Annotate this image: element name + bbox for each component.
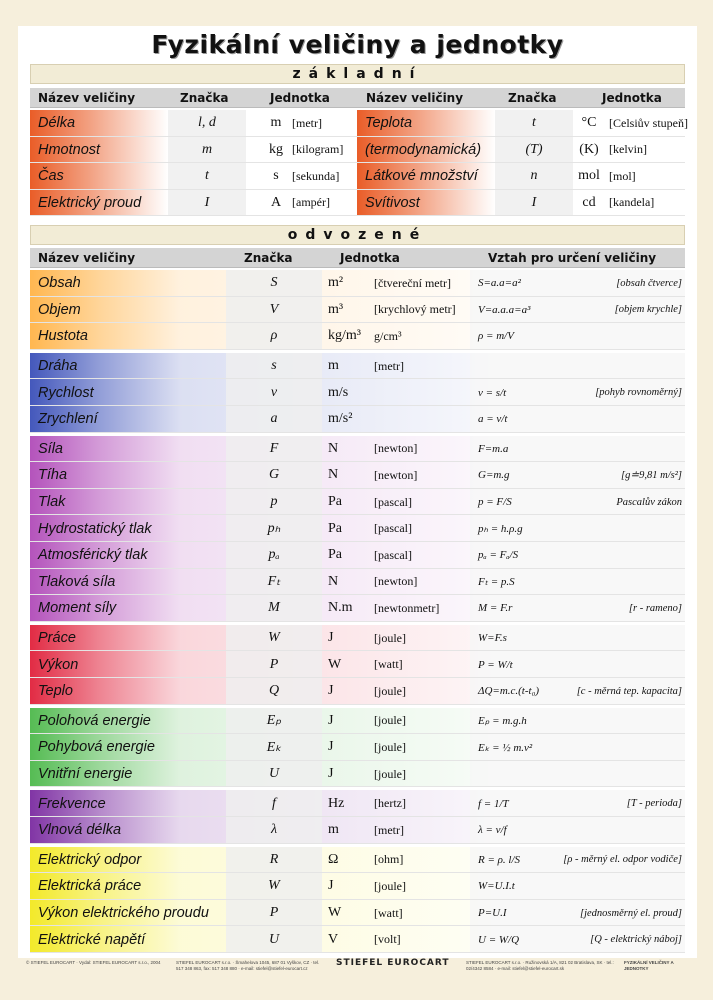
derived-note [560, 651, 682, 678]
derived-symbol: G [268, 467, 280, 483]
derived-row [30, 708, 685, 735]
row-divider [357, 215, 685, 216]
derived-unit-name: [newton] [374, 574, 418, 589]
derived-note [560, 761, 682, 788]
derived-unit: m [328, 822, 339, 838]
derived-unit: J [328, 739, 334, 755]
basic-unit-name: [ampér] [292, 195, 330, 210]
derived-relation: ΔQ=m.c.(t-t₀) [478, 685, 540, 698]
derived-unit-name: [hertz] [374, 796, 406, 811]
derived-row [30, 926, 685, 953]
derived-row [30, 569, 685, 596]
basic-symbol: m [201, 141, 213, 157]
derived-name: Polohová energie [38, 712, 151, 729]
derived-symbol: W [268, 630, 280, 646]
row-divider [30, 215, 357, 216]
derived-symbol: p [270, 494, 278, 510]
basic-header-name-left: Název veličiny [38, 91, 136, 105]
derived-relation: F=m.a [478, 442, 509, 455]
derived-unit: Ω [328, 851, 339, 867]
derived-unit: V [328, 931, 339, 947]
derived-name: Tlak [38, 494, 66, 511]
derived-name: Tíha [38, 467, 68, 484]
derived-header-relation: Vztah pro určení veličiny [488, 251, 657, 265]
basic-name: (termodynamická) [365, 141, 482, 158]
derived-unit-name: [watt] [374, 905, 403, 920]
derived-symbol: U [268, 766, 280, 782]
derived-note: [pohyb rovnoměrný] [595, 387, 682, 399]
basic-row [30, 190, 357, 217]
derived-header-symbol: Značka [244, 251, 293, 265]
basic-row [357, 110, 688, 137]
derived-relation: G=m.g [478, 469, 510, 482]
derived-unit-name: [krychlový metr] [374, 302, 456, 317]
basic-unit-name: [sekunda] [292, 168, 340, 183]
derived-note: [g≐9,81 m/s²] [621, 470, 682, 482]
derived-symbol: Eₚ [266, 713, 282, 729]
derived-unit: J [328, 878, 334, 894]
derived-relation: W=U.I.t [478, 880, 515, 893]
derived-unit-name: [joule] [374, 713, 406, 728]
derived-symbol: V [269, 301, 279, 317]
derived-name: Práce [38, 630, 76, 647]
derived-unit: J [328, 683, 334, 699]
derived-unit: m/s² [328, 411, 353, 427]
derived-relation: P = W/t [478, 658, 513, 671]
poster-sheet [18, 26, 697, 958]
derived-symbol: pₕ [267, 521, 281, 537]
derived-symbol: S [270, 275, 278, 291]
derived-symbol: a [270, 411, 278, 427]
basic-unit: m [270, 115, 282, 131]
basic-row [357, 163, 685, 190]
derived-note [560, 515, 682, 542]
basic-table-header [30, 88, 685, 108]
footer-left: © STIEFEL EUROCART · Vydal: STIEFEL EUROCART s.r.o., 2004 [26, 960, 161, 965]
derived-unit: W [328, 905, 342, 921]
basic-header-symbol-left: Značka [180, 91, 229, 105]
row-divider [30, 621, 685, 622]
basic-unit-name: [kilogram] [292, 142, 344, 157]
derived-relation [478, 761, 568, 788]
derived-unit-name: [newtonmetr] [374, 600, 440, 615]
derived-relation: Fₜ = p.S [478, 576, 515, 589]
derived-name: Hydrostatický tlak [38, 520, 152, 537]
derived-row [30, 542, 685, 569]
derived-row [30, 678, 685, 705]
derived-row [30, 817, 685, 844]
derived-note [560, 569, 682, 596]
section-derived-label: odvozené [30, 225, 685, 245]
derived-symbol: s [271, 358, 277, 374]
basic-symbol: I [204, 194, 210, 210]
derived-unit-name: [ohm] [374, 852, 404, 867]
derived-row [30, 625, 685, 652]
basic-row [30, 137, 357, 164]
derived-name: Elektrické napětí [38, 931, 146, 948]
derived-unit: m² [328, 275, 344, 291]
basic-unit: cd [582, 194, 596, 210]
row-divider [30, 432, 685, 433]
basic-unit: A [270, 194, 282, 210]
derived-row [30, 436, 685, 463]
derived-unit-name: [metr] [374, 358, 404, 373]
basic-row [357, 137, 685, 164]
derived-row [30, 651, 685, 678]
derived-note: [jednosměrný el. proud] [580, 907, 682, 919]
derived-unit: N [328, 467, 339, 483]
basic-symbol: I [531, 194, 537, 210]
derived-unit: m [328, 358, 339, 374]
basic-row [357, 190, 685, 217]
derived-unit: Pa [328, 520, 342, 536]
derived-name: Tlaková síla [38, 573, 116, 590]
derived-unit-name: [joule] [374, 878, 406, 893]
footer-right: STIEFEL EUROCART s.r.o. · Ružinovská 1/A, 821 02 Bratislava, SK · tel.: 02/4342 8584 · e-mail: stiefel@stiefel-eurocart.sk [466, 960, 614, 971]
derived-unit-name: [watt] [374, 657, 403, 672]
derived-unit-name [374, 406, 470, 433]
derived-unit-name: [čtvereční metr] [374, 275, 451, 290]
derived-unit-name: [pascal] [374, 494, 412, 509]
derived-relation: λ = v/f [478, 824, 507, 837]
basic-symbol: (T) [525, 141, 543, 157]
derived-name: Hustota [38, 328, 88, 345]
row-divider [30, 349, 685, 350]
derived-name: Teplo [38, 683, 73, 700]
row-divider [30, 786, 685, 787]
derived-relation: Eₚ = m.g.h [478, 715, 527, 728]
derived-row [30, 515, 685, 542]
derived-name: Atmosférický tlak [38, 547, 148, 564]
publisher-logo: STIEFEL EUROCART [336, 958, 450, 968]
basic-name: Elektrický proud [38, 194, 142, 211]
derived-name: Výkon elektrického proudu [38, 905, 209, 922]
derived-unit-name: [pascal] [374, 521, 412, 536]
derived-row [30, 323, 685, 350]
derived-unit: m/s [328, 384, 349, 400]
derived-unit: J [328, 712, 334, 728]
footer [26, 958, 687, 998]
derived-note: [objem krychle] [614, 304, 682, 316]
derived-symbol: λ [270, 822, 278, 838]
derived-symbol: Eₖ [266, 739, 282, 755]
derived-note: [ρ - měrný el. odpor vodiče] [563, 854, 682, 866]
derived-unit-name: [joule] [374, 683, 406, 698]
derived-note [560, 708, 682, 735]
derived-relation: v = s/t [478, 386, 507, 399]
basic-name: Čas [38, 168, 64, 185]
derived-relation: V=a.a.a=a³ [478, 303, 531, 316]
derived-name: Zrychlení [38, 411, 98, 428]
derived-row [30, 379, 685, 406]
row-divider [30, 843, 685, 844]
basic-row [30, 110, 357, 137]
derived-note: [c - měrná tep. kapacita] [576, 685, 682, 697]
derived-unit-name: g/cm³ [374, 328, 402, 343]
derived-relation: M = F.r [478, 602, 513, 615]
row-divider [30, 704, 685, 705]
derived-relation: R = ρ. l/S [478, 853, 521, 866]
derived-symbol: pₐ [268, 547, 280, 563]
derived-relation: W=F.s [478, 632, 507, 645]
basic-unit: kg [269, 141, 283, 157]
derived-name: Dráha [38, 358, 78, 375]
derived-note: [T - perioda] [626, 798, 682, 810]
derived-unit-name: [pascal] [374, 547, 412, 562]
derived-relation: pₕ = h.ρ.g [478, 523, 523, 536]
derived-unit: kg/m³ [328, 328, 361, 344]
basic-unit: (K) [579, 141, 599, 157]
derived-symbol: ρ [270, 328, 278, 344]
derived-unit: m³ [328, 301, 344, 317]
basic-name: Teplota [365, 115, 413, 132]
derived-unit-name: [newton] [374, 441, 418, 456]
derived-unit: N [328, 573, 339, 589]
derived-symbol: P [269, 656, 279, 672]
basic-unit-name: [metr] [292, 115, 322, 130]
derived-row [30, 462, 685, 489]
derived-unit-name: [joule] [374, 766, 406, 781]
derived-unit: N.m [328, 600, 353, 616]
derived-unit: Pa [328, 547, 342, 563]
derived-unit-name: [joule] [374, 739, 406, 754]
derived-symbol: f [272, 795, 276, 811]
footer-far-right: FYZIKÁLNÍ VELIČINY A JEDNOTKY [624, 960, 674, 971]
derived-note [560, 406, 682, 433]
derived-unit-name: [newton] [374, 467, 418, 482]
derived-relation: p = F/S [478, 496, 512, 509]
derived-relation: f = 1/T [478, 797, 509, 810]
derived-unit-name: [metr] [374, 822, 404, 837]
derived-row [30, 489, 685, 516]
derived-relation: a = v/t [478, 413, 508, 426]
derived-note: [obsah čtverce] [616, 277, 682, 289]
derived-relation: pₐ = Fₐ/S [478, 549, 519, 562]
basic-name: Délka [38, 115, 76, 132]
derived-note [560, 436, 682, 463]
derived-note [560, 873, 682, 900]
derived-relation [478, 353, 568, 380]
derived-row [30, 790, 685, 817]
basic-name: Látkové množství [365, 168, 478, 185]
section-basic-label: základní [30, 64, 685, 84]
derived-unit: J [328, 766, 334, 782]
basic-symbol: t [532, 115, 536, 131]
derived-symbol: Q [268, 683, 280, 699]
derived-name: Elektrický odpor [38, 851, 142, 868]
basic-unit-name: [Celsiův stupeň] [609, 115, 688, 130]
derived-unit: W [328, 656, 342, 672]
derived-row [30, 761, 685, 788]
derived-note [560, 817, 682, 844]
basic-unit: °C [581, 115, 597, 131]
derived-name: Moment síly [38, 600, 117, 617]
derived-name: Síla [38, 440, 63, 457]
derived-symbol: W [268, 878, 280, 894]
derived-relation: U = W/Q [478, 933, 520, 946]
basic-unit-name: [kelvin] [609, 142, 647, 157]
derived-unit: J [328, 630, 334, 646]
derived-note [560, 323, 682, 350]
derived-row [30, 847, 685, 874]
derived-symbol: v [270, 384, 278, 400]
basic-symbol: n [530, 168, 538, 184]
derived-unit: Pa [328, 494, 342, 510]
derived-symbol: F [269, 440, 279, 456]
derived-row [30, 297, 685, 324]
basic-row [30, 163, 357, 190]
derived-header-unit: Jednotka [340, 251, 400, 265]
derived-name: Elektrická práce [38, 878, 142, 895]
derived-name: Vlnová délka [38, 822, 122, 839]
derived-relation: P=U.I [478, 907, 507, 920]
derived-note [560, 353, 682, 380]
derived-note: [Q - elektrický náboj] [590, 934, 682, 946]
derived-unit-name: [joule] [374, 630, 406, 645]
derived-note [560, 625, 682, 652]
basic-unit-name: [kandela] [609, 195, 655, 210]
derived-row [30, 595, 685, 622]
basic-header-name-right: Název veličiny [366, 91, 464, 105]
derived-relation: Eₖ = ½ m.v² [478, 741, 533, 754]
derived-symbol: U [268, 931, 280, 947]
footer-center: STIEFEL EUROCART s.r.o. · Šmahelova 1045, 687 01 Vyškov, CZ · tel. 517 348 863, fax: 517 348 880 · e-mail: stiefel@stiefel-eurocart.cz [176, 960, 320, 971]
basic-name: Hmotnost [38, 141, 101, 158]
basic-symbol: t [205, 168, 209, 184]
derived-unit: Hz [328, 795, 345, 811]
basic-symbol: l, d [198, 115, 216, 131]
derived-note [560, 734, 682, 761]
derived-name: Rychlost [38, 384, 94, 401]
derived-table-header [30, 248, 685, 268]
derived-note: [r - rameno] [628, 602, 682, 614]
derived-name: Vnitřní energie [38, 766, 133, 783]
derived-name: Frekvence [38, 795, 106, 812]
basic-name: Svítivost [365, 194, 420, 211]
derived-name: Objem [38, 301, 81, 318]
derived-name: Výkon [38, 656, 79, 673]
derived-unit-name: [volt] [374, 932, 401, 947]
basic-header-symbol-right: Značka [508, 91, 557, 105]
derived-name: Pohybová energie [38, 739, 155, 756]
derived-row [30, 873, 685, 900]
derived-header-name: Název veličiny [38, 251, 136, 265]
basic-unit-name: [mol] [609, 168, 636, 183]
derived-relation: ρ = m/V [478, 330, 514, 343]
derived-name: Obsah [38, 275, 81, 292]
derived-unit: N [328, 440, 339, 456]
derived-row [30, 353, 685, 380]
basic-unit: s [273, 168, 279, 184]
basic-unit: mol [578, 168, 600, 184]
derived-row [30, 406, 685, 433]
derived-relation: S=a.a=a² [478, 277, 521, 290]
derived-row [30, 270, 685, 297]
derived-row [30, 900, 685, 927]
derived-note: Pascalův zákon [616, 496, 682, 508]
derived-note [560, 542, 682, 569]
derived-symbol: P [269, 905, 279, 921]
derived-symbol: Fₜ [267, 574, 281, 590]
basic-header-unit-left: Jednotka [270, 91, 330, 105]
derived-symbol: R [269, 851, 279, 867]
basic-header-unit-right: Jednotka [602, 91, 662, 105]
derived-symbol: M [268, 600, 280, 616]
derived-unit-name [374, 379, 470, 406]
derived-row [30, 734, 685, 761]
page-title: Fyzikální veličiny a jednotky [151, 30, 564, 59]
row-divider [30, 952, 685, 953]
